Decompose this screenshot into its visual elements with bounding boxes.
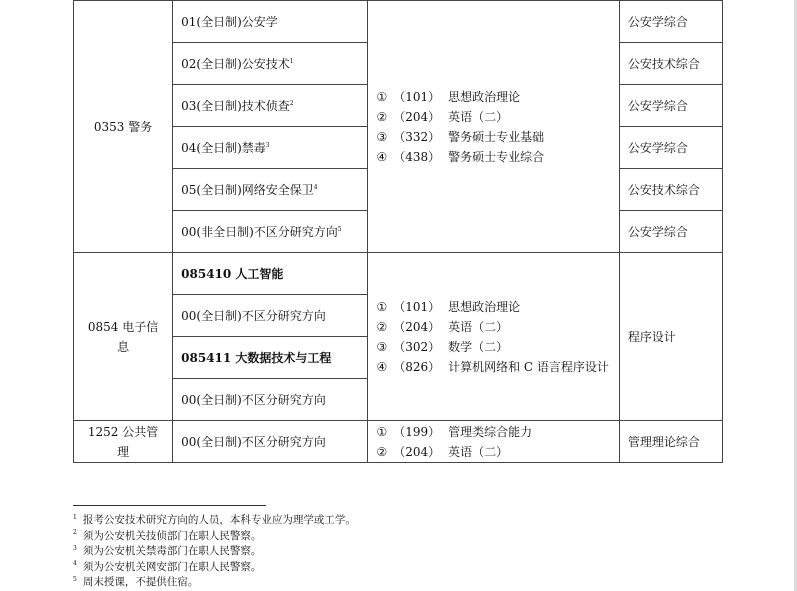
major-cell: 0854 电子信息 <box>74 253 173 421</box>
program-table <box>73 0 723 463</box>
major-cell: 0353 警务 <box>74 1 173 253</box>
table-row <box>74 253 723 295</box>
footnotes <box>73 513 573 591</box>
exam-subjects-cell <box>368 1 619 253</box>
footnote-item: $^2$ 须为公安机关技侦部门在职人民警察。 <box>73 529 262 542</box>
exam-item: ③ （302） 数学（二） <box>376 339 509 354</box>
field-cell: 085411 大数据技术与工程 <box>173 337 368 379</box>
exam-item: ② （204） 英语（二） <box>376 109 509 124</box>
table-row <box>74 1 723 43</box>
direction-cell: 00(全日制)不区分研究方向 <box>173 421 368 463</box>
exam-item: ④ （826） 计算机网络和 C 语言程序设计 <box>376 359 609 374</box>
exam-item: ③ （332） 警务硕士专业基础 <box>376 129 545 144</box>
retest-cell: 公安学综合 <box>619 85 722 127</box>
exam-item: ① （101） 思想政治理论 <box>376 89 521 104</box>
footnote-divider <box>73 505 266 506</box>
retest-cell: 公安技术综合 <box>619 169 722 211</box>
retest-cell: 公安学综合 <box>619 1 722 43</box>
retest-cell: 公安学综合 <box>619 211 722 253</box>
direction-cell: 00(全日制)不区分研究方向 <box>173 379 368 421</box>
retest-cell: 程序设计 <box>619 253 722 421</box>
footnote-item: $^3$ 须为公安机关禁毒部门在职人民警察。 <box>73 544 262 557</box>
exam-item: ④ （438） 警务硕士专业综合 <box>376 149 545 164</box>
exam-item: ① （199） 管理类综合能力 <box>376 424 533 439</box>
direction-cell: 04(全日制)禁毒$^3$ <box>173 127 368 169</box>
direction-cell: 00(全日制)不区分研究方向 <box>173 295 368 337</box>
major-cell: 1252 公共管理 <box>74 421 173 463</box>
field-cell: 085410 人工智能 <box>173 253 368 295</box>
footnote-item: $^1$ 报考公安技术研究方向的人员，本科专业应为理学或工学。 <box>73 513 356 526</box>
direction-cell: 00(非全日制)不区分研究方向$^5$ <box>173 211 368 253</box>
table-row <box>74 421 723 463</box>
footnote-item: $^4$ 须为公安机关网安部门在职人民警察。 <box>73 560 262 573</box>
retest-cell: 管理理论综合 <box>619 421 722 463</box>
footnote-item: $^5$ 周末授课，不提供住宿。 <box>73 575 199 588</box>
direction-cell: 03(全日制)技术侦查$^2$ <box>173 85 368 127</box>
exam-item: ② （204） 英语（二） <box>376 319 509 334</box>
exam-subjects-cell <box>368 253 619 421</box>
direction-cell: 05(全日制)网络安全保卫$^4$ <box>173 169 368 211</box>
exam-item: ① （101） 思想政治理论 <box>376 299 521 314</box>
exam-subjects-cell <box>368 421 619 463</box>
direction-cell: 01(全日制)公安学 <box>173 1 368 43</box>
retest-cell: 公安技术综合 <box>619 43 722 85</box>
retest-cell: 公安学综合 <box>619 127 722 169</box>
exam-item: ② （204） 英语（二） <box>376 444 509 459</box>
direction-cell: 02(全日制)公安技术$^1$ <box>173 43 368 85</box>
